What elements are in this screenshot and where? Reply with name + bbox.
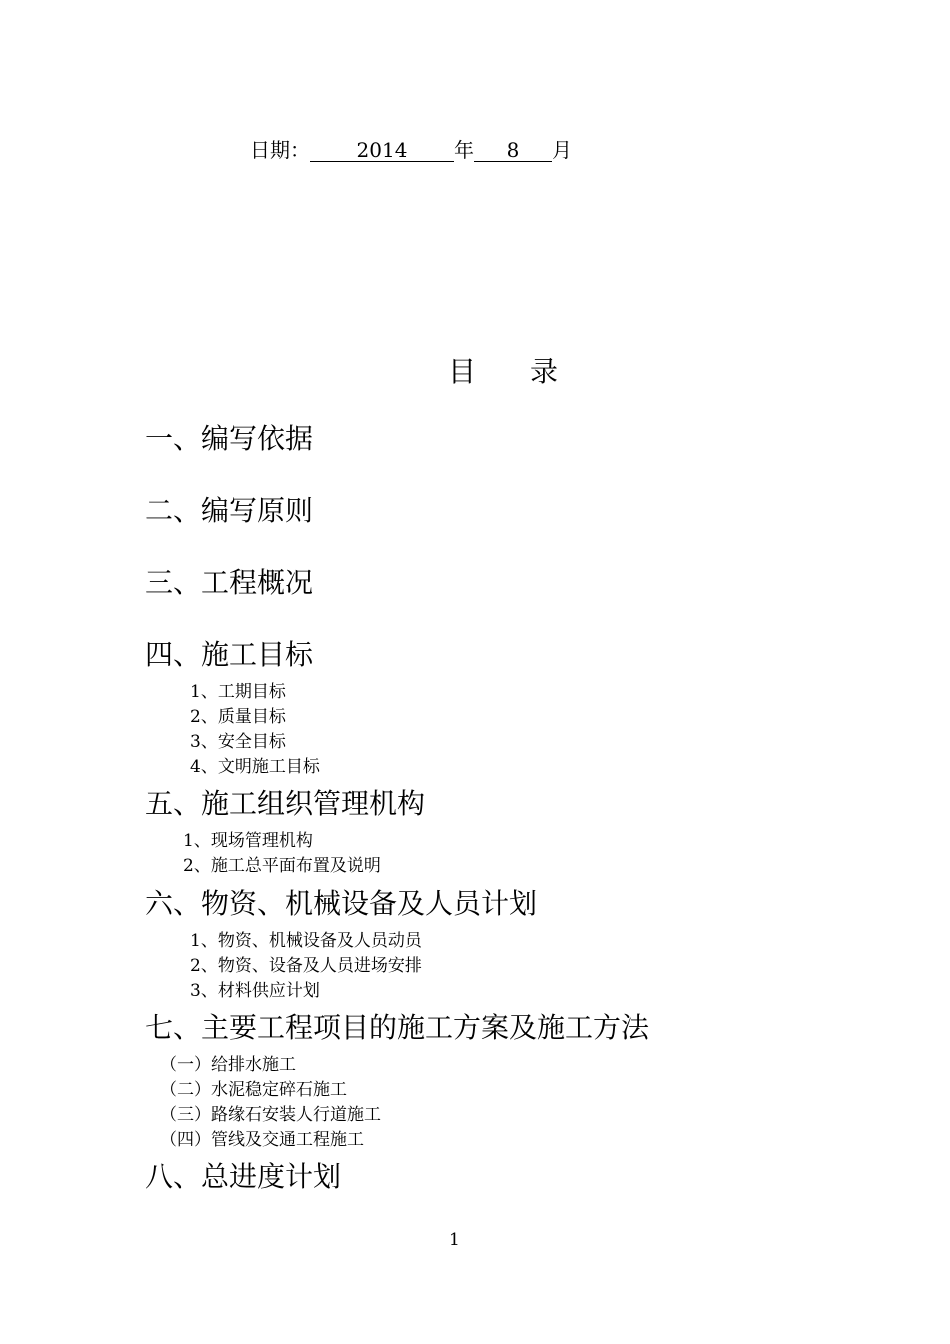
toc-section-8: 八、总进度计划 xyxy=(145,1160,342,1193)
toc-section-3: 三、工程概况 xyxy=(145,566,314,599)
toc-item: 1、物资、机械设备及人员动员 xyxy=(190,931,422,951)
toc-section-6: 六、物资、机械设备及人员计划 xyxy=(145,887,538,920)
toc-section-2: 二、编写原则 xyxy=(145,494,314,527)
toc-item: （三）路缘石安装人行道施工 xyxy=(160,1105,381,1125)
date-year-unit: 年 xyxy=(454,138,474,162)
toc-item: 3、安全目标 xyxy=(190,732,286,752)
toc-item: （四）管线及交通工程施工 xyxy=(160,1130,364,1150)
toc-section-4: 四、施工目标 xyxy=(145,638,314,671)
page-number: 1 xyxy=(449,1230,460,1250)
toc-item: 2、物资、设备及人员进场安排 xyxy=(190,956,422,976)
date-month-unit: 月 xyxy=(552,138,572,162)
date-month: 8 xyxy=(474,139,552,162)
toc-item: 1、工期目标 xyxy=(190,682,286,702)
toc-item: 4、文明施工目标 xyxy=(190,757,320,777)
date-label: 日期： xyxy=(250,138,310,162)
toc-section-7: 七、主要工程项目的施工方案及施工方法 xyxy=(145,1011,650,1044)
date-year: 2014 xyxy=(310,139,454,162)
toc-item: 2、施工总平面布置及说明 xyxy=(183,856,381,876)
toc-item: （一）给排水施工 xyxy=(160,1055,296,1075)
toc-item: 2、质量目标 xyxy=(190,707,286,727)
toc-section-1: 一、编写依据 xyxy=(145,422,314,455)
toc-item: 3、材料供应计划 xyxy=(190,981,320,1001)
date-line xyxy=(250,136,572,164)
toc-title: 目录 xyxy=(448,355,613,388)
toc-item: 1、现场管理机构 xyxy=(183,831,313,851)
toc-item: （二）水泥稳定碎石施工 xyxy=(160,1080,347,1100)
toc-section-5: 五、施工组织管理机构 xyxy=(145,787,426,820)
